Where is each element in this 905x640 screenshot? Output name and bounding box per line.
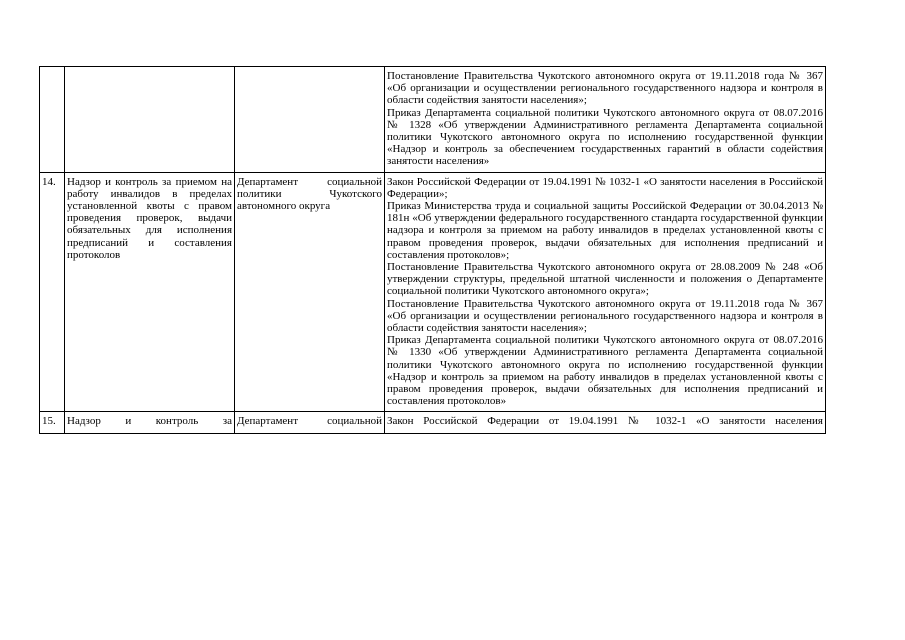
row-number: 14. (40, 172, 65, 412)
legal-act: Закон Российской Федерации от 19.04.1991 № 1032-1 «О занятости населения в Российской Федерации»; (387, 175, 823, 200)
legal-acts-cell (385, 412, 826, 434)
function-name: Надзор и контроль за приемом на работу инвалидов в пределах установленной квоты с правом проведения проверок, выдачи обязательных для исполнения предписаний и составления протоколов (65, 172, 235, 412)
legal-act: Приказ Департамента социальной политики Чукотского автономного округа от 08.07.2016 № 1330 «Об утверждении Административного регламента Департамента социальной политики Чукотского автономного округа по исполнению государственной функции «Надзор и контроль за приемом на работу инвалидов в пределах установленной квоты с правом проведения проверок, выдачи обязательных для исполнения предписаний и составления протоколов» (387, 334, 823, 408)
legal-act: Приказ Министерства труда и социальной защиты Российской Федерации от 30.04.2013 № 181н «Об утверждении федерального государственного стандарта государственной функции надзора и контроля за приемом на работу инвалидов в пределах установленной квоты с правом проведения проверок, выдачи обязательных для исполнения предписаний и составления протоколов»; (387, 200, 823, 261)
legal-act: Приказ Департамента социальной политики Чукотского автономного округа от 08.07.2016 № 1328 «Об утверждении Административного регламента Департамента социальной политики Чукотского автономного округа по исполнению государственной функции «Надзор и контроль за обеспечением государственных гарантий в области содействия занятости населения» (387, 106, 823, 168)
authority-name (235, 412, 385, 434)
function-name (65, 67, 235, 173)
row-number: 15. (40, 412, 65, 434)
authority-name-text: Департамент социальной (237, 415, 382, 428)
legal-acts-cell (385, 67, 826, 173)
row-number (40, 67, 65, 173)
legal-act: Закон Российской Федерации от 19.04.1991 № 1032-1 «О занятости населения (387, 415, 823, 428)
table-row (40, 67, 826, 173)
table-row (40, 172, 826, 412)
regulation-table (39, 66, 826, 434)
legal-act: Постановление Правительства Чукотского автономного округа от 28.08.2009 № 248 «Об утверждении структуры, предельной штатной численности и положения о Департаменте социальной политики Чукотского автономного округа»; (387, 261, 823, 298)
legal-acts-cell (385, 172, 826, 412)
authority-name (235, 67, 385, 173)
function-name (65, 412, 235, 434)
table-row (40, 412, 826, 434)
legal-act: Постановление Правительства Чукотского автономного округа от 19.11.2018 года № 367 «Об организации и осуществлении регионального государственного надзора и контроля в области содействия занятости населения»; (387, 297, 823, 335)
authority-name: Департамент социальной политики Чукотского автономного округа (235, 172, 385, 412)
legal-act: Постановление Правительства Чукотского автономного округа от 19.11.2018 года № 367 «Об организации и осуществлении регионального государственного надзора и контроля в области содействия занятости населения»; (387, 70, 823, 107)
function-name-text: Надзор и контроль за (67, 415, 232, 428)
